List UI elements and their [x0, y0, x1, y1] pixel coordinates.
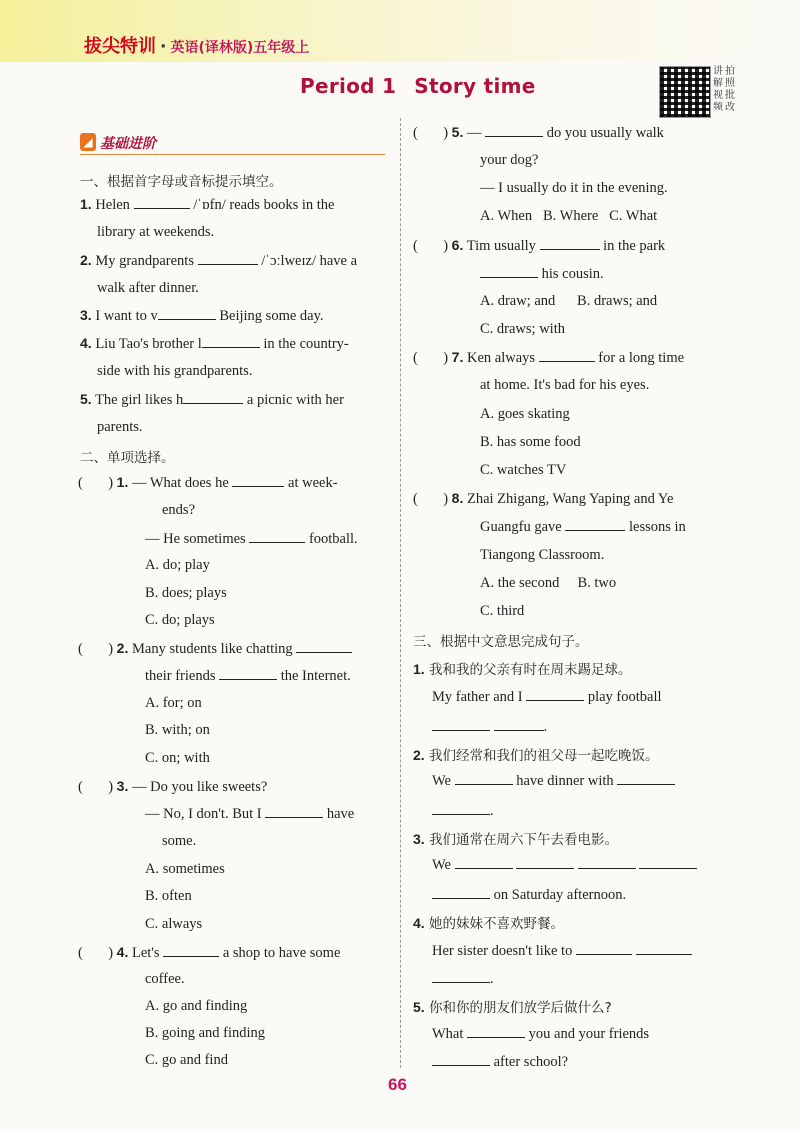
option-c[interactable]: C. on; with — [145, 750, 210, 766]
part3-heading: 三、根据中文意思完成句子。 — [413, 634, 589, 650]
answer-paren[interactable]: ( ) — [78, 475, 114, 491]
answer-blank[interactable] — [432, 718, 490, 731]
part1-q3: 3. I want to v Beijing some day. — [80, 307, 324, 324]
part2-q5: ( ) 5. — do you usually walk — [413, 124, 664, 141]
part3-q4-cn: 4. 她的妹妹不喜欢野餐。 — [413, 915, 564, 932]
question-text: coffee. — [145, 971, 185, 987]
answer-blank — [265, 805, 323, 818]
part3-q2-blanks: . — [432, 802, 494, 820]
answer-blank[interactable] — [455, 856, 513, 869]
question-text: your dog? — [480, 152, 539, 168]
question-text: — I usually do it in the evening. — [480, 180, 668, 196]
options-row — [480, 208, 657, 225]
answer-blank[interactable] — [183, 391, 243, 404]
part1-q4: 4. Liu Tao's brother l in the country- — [80, 335, 349, 352]
part2-q7: ( ) 7. Ken always for a long time — [413, 349, 685, 366]
option-c[interactable]: C. What — [609, 208, 658, 224]
lesson-name: Story time — [414, 74, 536, 98]
option-b[interactable]: B. has some food — [480, 434, 581, 450]
option-a[interactable]: A. do; play — [145, 557, 210, 573]
option-c[interactable]: C. do; plays — [145, 612, 215, 628]
question-text: their friends the Internet. — [145, 668, 351, 684]
page-number: 66 — [388, 1075, 407, 1094]
answer-paren[interactable]: ( ) — [413, 238, 449, 254]
part1-q1-cont: library at weekends. — [97, 224, 215, 240]
question-text: Tiangong Classroom. — [480, 547, 605, 563]
answer-paren[interactable]: ( ) — [413, 491, 449, 507]
brand-name: 拔尖特训 — [84, 36, 156, 57]
option-b[interactable]: B. does; plays — [145, 585, 227, 601]
part3-q5-cn: 5. 你和你的朋友们放学后做什么? — [413, 999, 612, 1016]
part1-heading: 一、根据首字母或音标提示填空。 — [80, 174, 283, 190]
answer-blank — [296, 640, 352, 653]
book-brand: 拔尖特训 · 英语(译林版)五年级上 — [84, 36, 310, 57]
part3-q1-cn: 1. 我和我的父亲有时在周末踢足球。 — [413, 661, 632, 678]
answer-blank — [163, 944, 219, 957]
qr-hint: 讲 拍 解 照 视 批 频 改 — [713, 66, 735, 113]
option-b[interactable]: B. going and finding — [145, 1025, 266, 1041]
period-label: Period 1 — [300, 74, 397, 98]
option-a[interactable]: A. go and finding — [145, 998, 248, 1014]
option-b[interactable]: B. two — [577, 575, 617, 591]
part2-q2: ( ) 2. Many students like chatting — [78, 640, 352, 658]
answer-paren[interactable]: ( ) — [78, 641, 114, 657]
part1-q5-cont: parents. — [97, 419, 143, 435]
part3-q5-en: What you and your friends — [432, 1026, 650, 1042]
answer-blank[interactable] — [432, 1053, 490, 1066]
option-a[interactable]: A. draw; and — [480, 293, 556, 309]
part2-q4: ( ) 4. Let's a shop to have some — [78, 944, 341, 961]
part2-q1: ( ) 1. — What does he at week- — [78, 474, 338, 491]
option-b[interactable]: B. draws; and — [577, 293, 658, 309]
answer-blank — [480, 265, 538, 278]
answer-blank[interactable] — [617, 772, 675, 785]
answer-blank — [219, 667, 277, 680]
part2-heading: 二、单项选择。 — [80, 450, 175, 466]
answer-blank[interactable] — [432, 802, 490, 815]
part3-q3-cont: on Saturday afternoon. — [432, 886, 626, 904]
option-a[interactable]: A. sometimes — [145, 861, 225, 877]
question-text: — No, I don't. But I have — [145, 806, 355, 822]
part3-q3-en: We — [432, 856, 697, 874]
question-text: ends? — [162, 502, 196, 518]
answer-blank[interactable] — [198, 252, 258, 265]
part3-q5-cont: after school? — [432, 1053, 568, 1071]
answer-blank[interactable] — [455, 772, 513, 785]
answer-blank — [485, 124, 543, 137]
part1-q4-cont: side with his grandparents. — [97, 363, 253, 379]
answer-blank[interactable] — [494, 718, 544, 731]
options-row — [480, 293, 657, 310]
option-b[interactable]: B. Where — [542, 208, 599, 224]
question-text: Guangfu gave lessons in — [480, 519, 686, 535]
answer-blank[interactable] — [578, 856, 636, 869]
answer-blank[interactable] — [639, 856, 697, 869]
part1-q1: 1. Helen /ˈɒfn/ reads books in the — [80, 196, 335, 213]
question-text: — He sometimes football. — [145, 531, 358, 547]
answer-paren[interactable]: ( ) — [78, 779, 114, 795]
section-heading — [80, 132, 385, 155]
section-label: 基础进阶 — [100, 136, 156, 152]
part2-q3: ( ) 3. — Do you like sweets? — [78, 778, 268, 795]
section-badge-icon: ◢ — [80, 133, 96, 151]
part2-q8: ( ) 8. Zhai Zhigang, Wang Yaping and Ye — [413, 490, 674, 507]
answer-blank[interactable] — [636, 942, 692, 955]
answer-blank[interactable] — [576, 942, 632, 955]
options-row — [480, 575, 616, 592]
answer-blank — [249, 530, 305, 543]
answer-paren[interactable]: ( ) — [413, 350, 449, 366]
answer-blank[interactable] — [202, 335, 260, 348]
question-text: some. — [162, 833, 197, 849]
answer-blank[interactable] — [158, 307, 216, 320]
answer-blank[interactable] — [432, 970, 490, 983]
option-c[interactable]: C. go and find — [145, 1052, 228, 1068]
column-divider — [400, 118, 401, 1068]
answer-paren[interactable]: ( ) — [78, 945, 114, 961]
option-c[interactable]: C. always — [145, 916, 203, 932]
answer-blank — [232, 474, 284, 487]
option-a[interactable]: A. When — [480, 208, 533, 224]
answer-blank[interactable] — [432, 886, 490, 899]
answer-blank[interactable] — [526, 688, 584, 701]
part3-q4-en: Her sister doesn't like to — [432, 942, 692, 960]
option-a[interactable]: A. goes skating — [480, 406, 570, 422]
part1-q2-cont: walk after dinner. — [97, 280, 199, 296]
part1-q2: 2. My grandparents /ˈɔːlweɪz/ have a — [80, 252, 358, 269]
answer-blank — [539, 349, 595, 362]
part3-q3-cn: 3. 我们通常在周六下午去看电影。 — [413, 831, 618, 848]
part3-q4-blanks: . — [432, 970, 494, 988]
answer-blank — [540, 237, 600, 250]
answer-blank[interactable] — [134, 196, 190, 209]
page-title — [300, 74, 536, 98]
part1-q5: 5. The girl likes h a picnic with her — [80, 391, 344, 408]
part3-q1-blanks: . — [432, 718, 547, 736]
answer-blank[interactable] — [516, 856, 574, 869]
part2-q6: ( ) 6. Tim usually in the park — [413, 237, 666, 254]
brand-subtitle: 英语(译林版)五年级上 — [170, 40, 310, 56]
qr-code-icon[interactable] — [659, 66, 711, 118]
part3-q1-en: My father and I play football — [432, 689, 662, 705]
option-c[interactable]: C. third — [480, 603, 525, 619]
part3-q2-cn: 2. 我们经常和我们的祖父母一起吃晚饭。 — [413, 747, 659, 764]
option-a[interactable]: A. the second — [480, 575, 560, 591]
answer-paren[interactable]: ( ) — [413, 125, 449, 141]
option-c[interactable]: C. watches TV — [480, 462, 567, 478]
option-c[interactable]: C. draws; with — [480, 321, 565, 337]
question-text: at home. It's bad for his eyes. — [480, 377, 650, 393]
question-text: his cousin. — [480, 265, 604, 283]
option-a[interactable]: A. for; on — [145, 695, 202, 711]
option-b[interactable]: B. often — [145, 888, 192, 904]
answer-blank[interactable] — [467, 1025, 525, 1038]
option-b[interactable]: B. with; on — [145, 722, 210, 738]
answer-blank — [565, 518, 625, 531]
part3-q2-en: We have dinner with — [432, 772, 675, 790]
